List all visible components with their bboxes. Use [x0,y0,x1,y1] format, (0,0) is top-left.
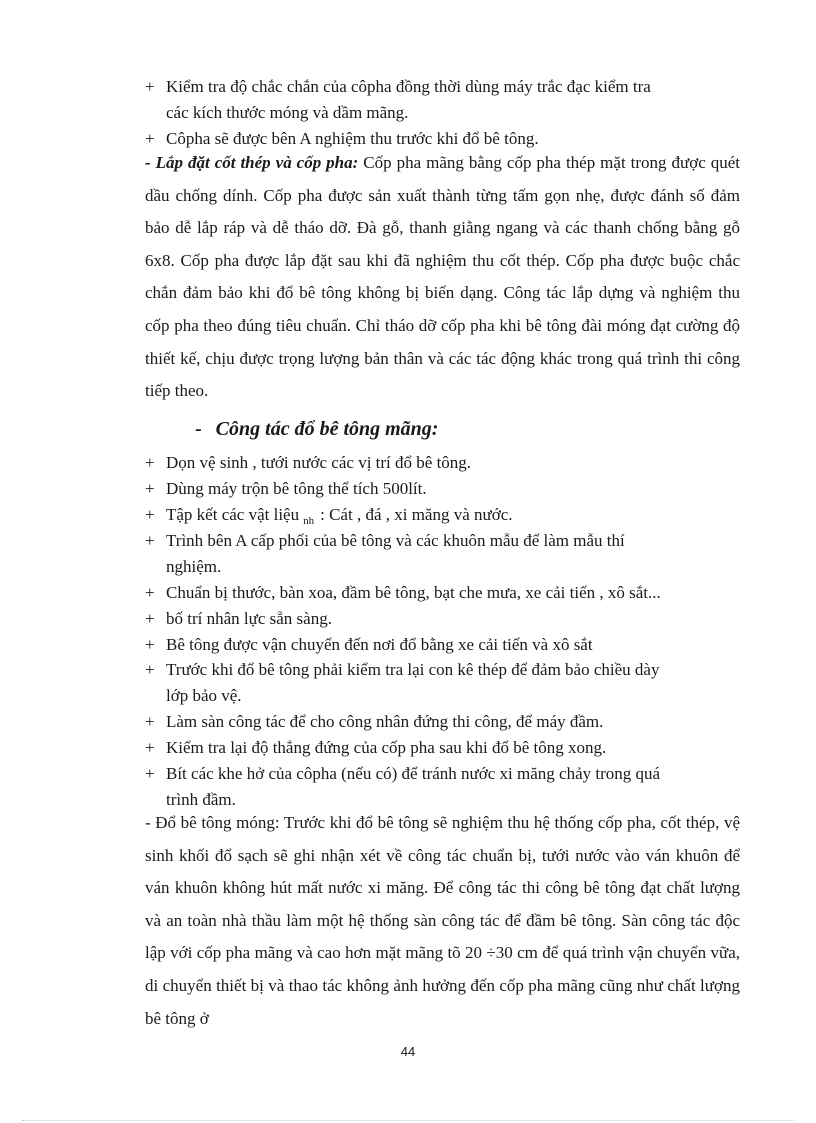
list-item-text: Dùng máy trộn bê tông thể tích 500lít. [166,479,427,498]
list-item-text: Bít các khe hở của côpha (nếu có) để tránh nước xi măng chảy trong quá [166,764,661,783]
bullet-mark: + [145,660,155,679]
page-border [22,1120,794,1121]
list-item [145,709,740,735]
bullet-mark: + [145,764,155,783]
paragraph-lead: - Lắp đặt cốt thép và cốp pha: [145,153,359,172]
list-item-text: Bê tông được vận chuyển đến nơi đổ bằng xe cải tiến và xô sắt [166,635,593,654]
bullet-mark: + [145,635,155,654]
bullet-mark: + [145,531,155,550]
list-item-text: Kiểm tra lại độ thẳng đứng của cốp pha sau khi đổ bê tông xong. [166,738,607,757]
list-item-text: Côpha sẽ được bên A nghiệm thu trước khi đổ bê tông. [166,129,539,148]
list-item-text: Kiểm tra độ chắc chắn của côpha đồng thời dùng máy trắc đạc kiểm tra [166,77,651,96]
section-heading [195,418,438,441]
page-number: 44 [400,1044,416,1059]
bullet-mark: + [145,453,155,472]
list-item [145,580,740,606]
list-item [145,528,740,580]
bullet-mark: + [145,129,155,148]
bullet-mark: + [145,505,155,524]
subscript-text: nh [303,515,315,527]
heading-text: Công tác đổ bê tông mãng: [215,418,439,440]
bullet-mark: + [145,712,155,731]
list-item-continuation: lớp bảo vệ. [166,686,242,705]
list-item-text-part: : Cát , đá , xi măng và nước. [320,505,513,524]
list-item [145,657,740,709]
list-item [145,761,740,813]
paragraph-concrete: - Đổ bê tông móng: Trước khi đổ bê tông sẽ nghiệm thu hệ thống cốp pha, cốt thép, vệ sinh khối đổ sạch sẽ ghi nhận xét về công tác chuẩn bị, tưới nước vào ván khuôn để ván khuôn không hút mất nước xi măng. Để công tác thi công bê tông đạt chất lượng và an toàn nhà thầu làm một hệ thống sàn công tác để đầm bê tông. Sàn công tác độc lập với cốp pha mãng và cao hơn mặt mãng tõ 20 ÷30 cm để quá trình vận chuyển vữa, di chuyển thiết bị và thao tác không ảnh hưởng đến cốp pha mãng cũng như chất lượng bê tông ở [145,813,740,1028]
list-item [145,450,740,476]
list-item-continuation: các kích thước móng và dầm mãng. [166,103,409,122]
bullet-mark: + [145,738,155,757]
bullet-mark: + [145,609,155,628]
bullet-mark: + [145,479,155,498]
list-item-text: Dọn vệ sinh , tưới nước các vị trí đổ bê tông. [166,453,472,472]
list-item [145,476,740,502]
list-item-text: Chuẩn bị thước, bàn xoa, đầm bê tông, bạt che mưa, xe cải tiến , xô sắt... [166,583,661,602]
paragraph-formwork [145,147,740,408]
list-item [145,735,740,761]
list-item-continuation: trình đầm. [166,790,236,809]
list-item [145,632,740,658]
list-item-text-part: Tập kết các vật liệu [166,505,300,524]
list-item [145,606,740,632]
list-item-text: Làm sàn công tác để cho công nhân đứng thi công, để máy đầm. [166,712,604,731]
bullet-mark: + [145,77,155,96]
list-item-text: bố trí nhân lực sẵn sàng. [166,609,332,628]
bullet-mark: + [145,583,155,602]
list-item [145,74,740,126]
heading-dash: - [195,418,202,440]
list-item-text: Trình bên A cấp phối của bê tông và các khuôn mẫu để làm mẫu thí [166,531,625,550]
list-item-text: Trước khi đổ bê tông phải kiểm tra lại con kê thép để đảm bảo chiều dày [166,660,660,679]
paragraph-text: Cốp pha mãng bằng cốp pha thép mặt trong được quét dầu chống dính. Cốp pha được sản xuất thành từng tấm gọn nhẹ, được đánh số đảm bảo dễ lắp ráp và dễ tháo dỡ. Đà gỗ, thanh giằng ngang và các thanh chống bằng gỗ 6x8. Cốp pha được lắp đặt sau khi đã nghiệm thu cốt thép. Cốp pha được buộc chắc chắn đảm bảo khi đổ bê tông không bị biến dạng. Công tác lắp dựng và nghiệm thu cốp pha theo đúng tiêu chuẩn. Chỉ tháo dỡ cốp pha khi bê tông đài móng đạt cường độ thiết kế, chịu được trọng lượng bản thân và các tác động khác trong quá trình thi công tiếp theo. [145,153,741,401]
list-item-continuation: nghiệm. [166,557,222,576]
